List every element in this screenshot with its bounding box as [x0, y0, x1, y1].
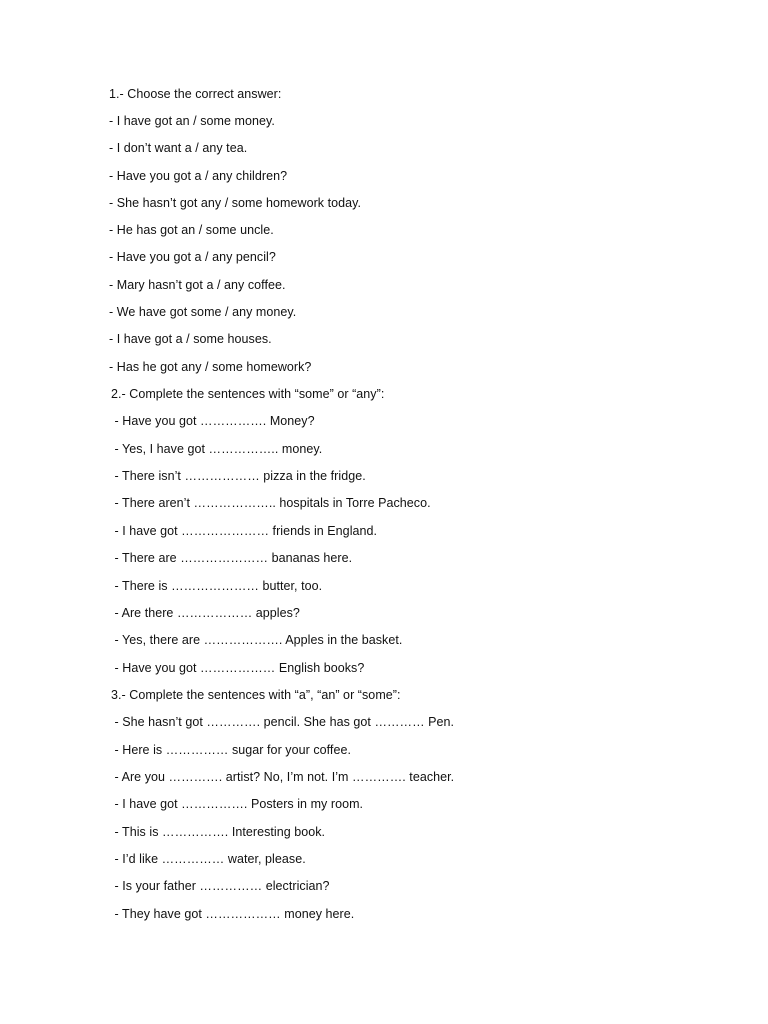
section-3-item: - This is ……………. Interesting book. [111, 825, 326, 839]
section-2-item: - Have you got ……………… English books? [111, 661, 365, 675]
section-2-item: - Have you got ……………. Money? [111, 414, 315, 428]
section-3-item: - Here is …………… sugar for your coffee. [111, 743, 351, 757]
section-1-item: - I have got an / some money. [109, 114, 275, 128]
section-2-heading: 2.- Complete the sentences with “some” or “any”: [111, 387, 385, 401]
section-2-item: - Are there ……………… apples? [111, 606, 300, 620]
section-3-item: - Is your father …………… electrician? [111, 879, 330, 893]
section-3-item: - I’d like …………… water, please. [111, 852, 306, 866]
section-2-item: - Yes, there are ………………. Apples in the basket. [111, 633, 403, 647]
section-2-item: - There are ………………… bananas here. [111, 551, 353, 565]
section-3-item: - They have got ……………… money here. [111, 907, 355, 921]
section-3-item: - She hasn’t got …………. pencil. She has got ………… Pen. [111, 715, 455, 729]
section-1-heading: 1.- Choose the correct answer: [109, 87, 282, 101]
section-1-item: - We have got some / any money. [109, 305, 297, 319]
section-1-item: - Have you got a / any pencil? [109, 250, 276, 264]
section-2-item: - Yes, I have got …………….. money. [111, 442, 323, 456]
section-3-item: - Are you …………. artist? No, I’m not. I’m …………. teacher. [111, 770, 455, 784]
section-1-item: - Mary hasn’t got a / any coffee. [109, 278, 286, 292]
section-3-heading: 3.- Complete the sentences with “a”, “an” or “some”: [111, 688, 401, 702]
section-2-item: - There is ………………… butter, too. [111, 579, 323, 593]
section-1-item: - Have you got a / any children? [109, 169, 288, 183]
section-1-item: - He has got an / some uncle. [109, 223, 274, 237]
section-2-item: - I have got ………………… friends in England. [111, 524, 378, 538]
section-2-item: - There isn’t ……………… pizza in the fridge. [111, 469, 366, 483]
section-1-item: - I don’t want a / any tea. [109, 141, 248, 155]
section-3-item: - I have got ……………. Posters in my room. [111, 797, 364, 811]
section-1-item: - Has he got any / some homework? [109, 360, 312, 374]
section-1-item: - I have got a / some houses. [109, 332, 272, 346]
section-2-item: - There aren’t ……………….. hospitals in Torre Pacheco. [111, 496, 431, 510]
section-1-item: - She hasn’t got any / some homework today. [109, 196, 362, 210]
